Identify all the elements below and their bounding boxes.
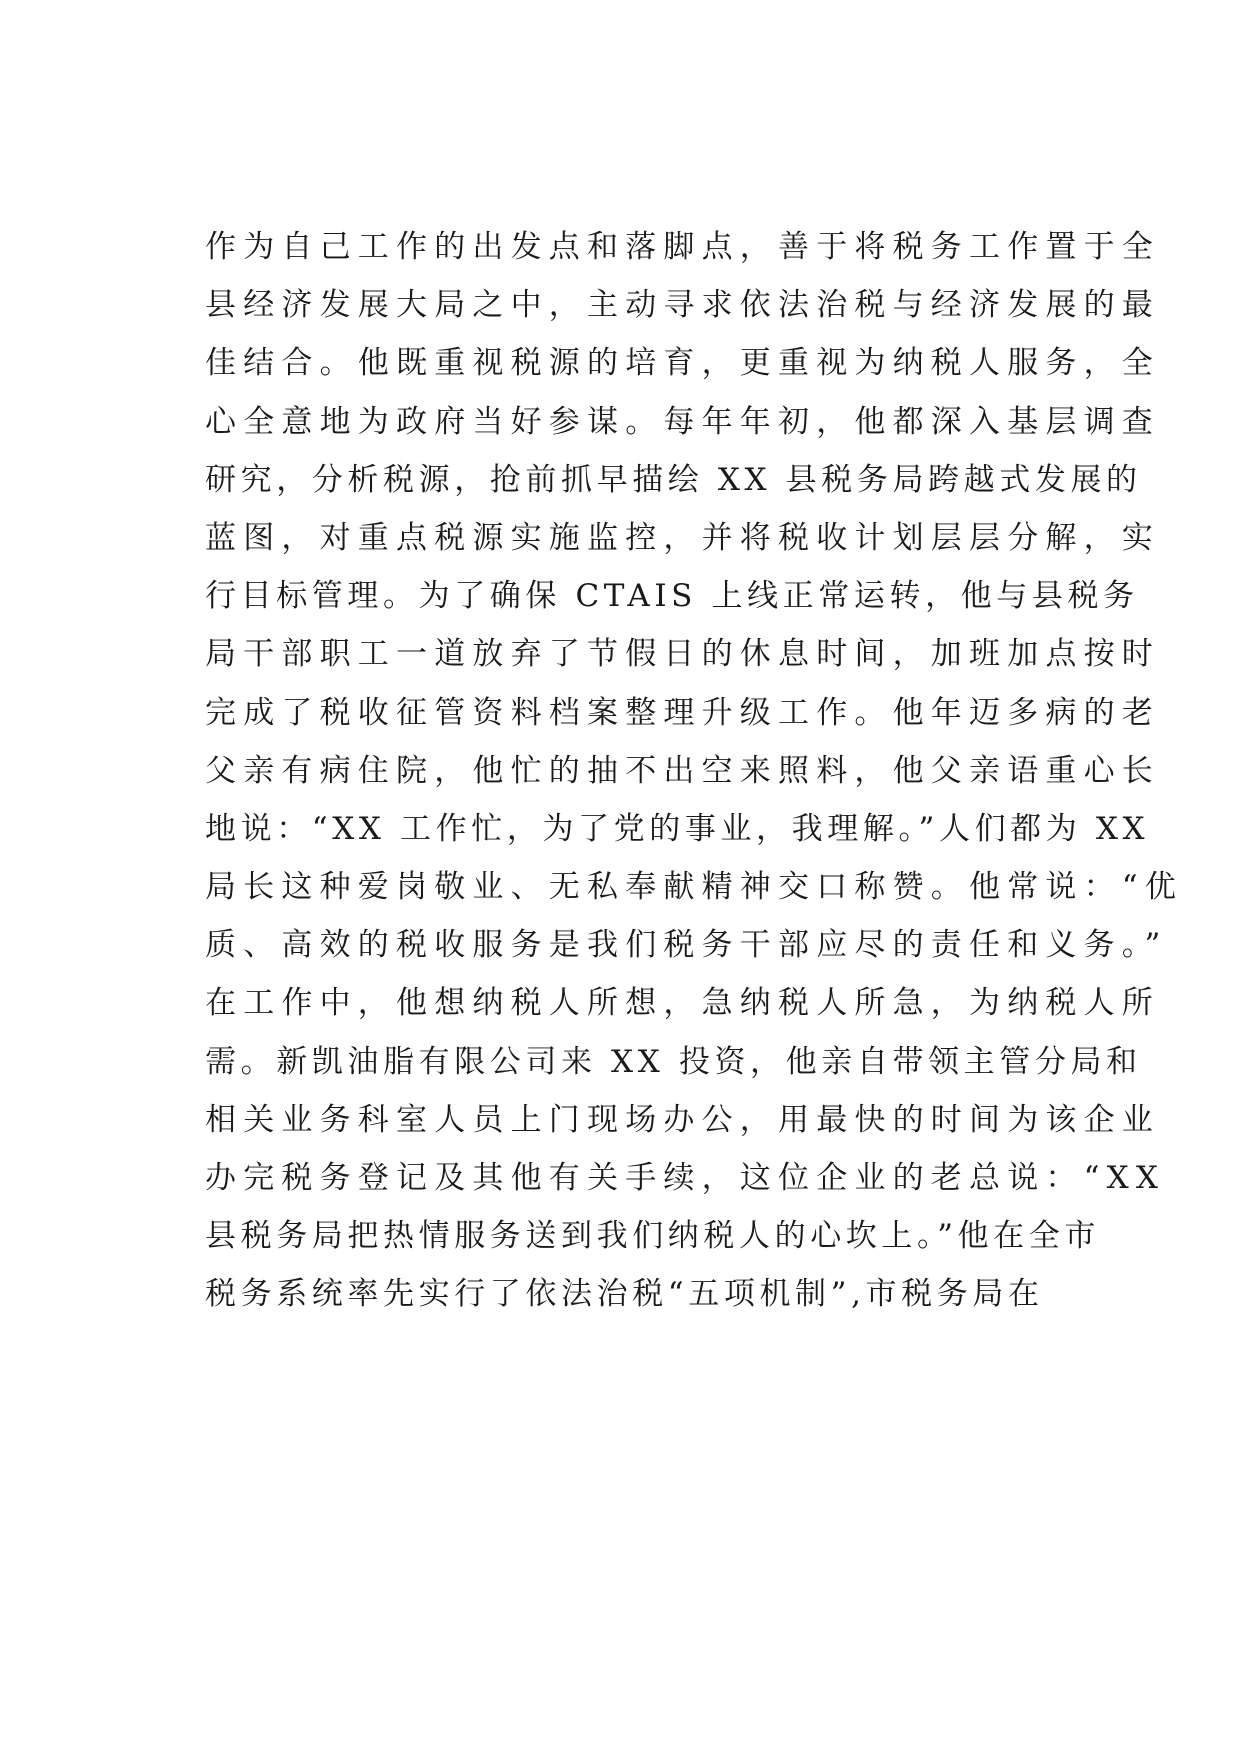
- text-line: 县经济发展大局之中，主动寻求依法治税与经济发展的最: [205, 287, 1160, 324]
- text-line: 蓝图，对重点税源实施监控，并将税收计划层层分解，实: [205, 519, 1160, 556]
- text-line: 局干部职工一道放弃了节假日的休息时间，加班加点按时: [205, 636, 1160, 673]
- text-line: 完成了税收征管资料档案整理升级工作。他年迈多病的老: [205, 694, 1160, 731]
- text-line: 相关业务科室人员上门现场办公，用最快的时间为该企业: [205, 1101, 1160, 1138]
- text-line: 父亲有病住院，他忙的抽不出空来照料，他父亲语重心长: [205, 752, 1160, 789]
- text-line: 质、高效的税收服务是我们税务干部应尽的责任和义务。”: [205, 927, 1168, 964]
- text-line: 办完税务登记及其他有关手续，这位企业的老总说：“XX: [205, 1160, 1166, 1196]
- text-line: 在工作中，他想纳税人所想，急纳税人所急，为纳税人所: [205, 985, 1160, 1022]
- text-line: 地说：“XX 工作忙，为了党的事业，我理解。”人们都为 XX: [205, 810, 1150, 847]
- text-line: 需。新凯油脂有限公司来 XX 投资，他亲自带领主管分局和: [205, 1043, 1142, 1080]
- text-line: 研究，分析税源，抢前抓早描绘 XX 县税务局跨越式发展的: [205, 461, 1142, 498]
- text-line: 心全意地为政府当好参谋。每年年初，他都深入基层调查: [205, 403, 1160, 440]
- text-line: 佳结合。他既重视税源的培育，更重视为纳税人服务，全: [205, 345, 1160, 382]
- text-line: 局长这种爱岗敬业、无私奉献精神交口称赞。他常说：“优: [205, 869, 1184, 906]
- text-line: 税务系统率先实行了依法治税“五项机制”,市税务局在: [205, 1276, 1044, 1313]
- text-line: 作为自己工作的出发点和落脚点，善于将税务工作置于全: [205, 229, 1160, 265]
- text-line: 行目标管理。为了确保 CTAIS 上线正常运转，他与县税务: [205, 578, 1139, 615]
- body-paragraph: [205, 218, 1184, 1324]
- text-line: 县税务局把热情服务送到我们纳税人的心坎上。”他在全市: [205, 1218, 1100, 1255]
